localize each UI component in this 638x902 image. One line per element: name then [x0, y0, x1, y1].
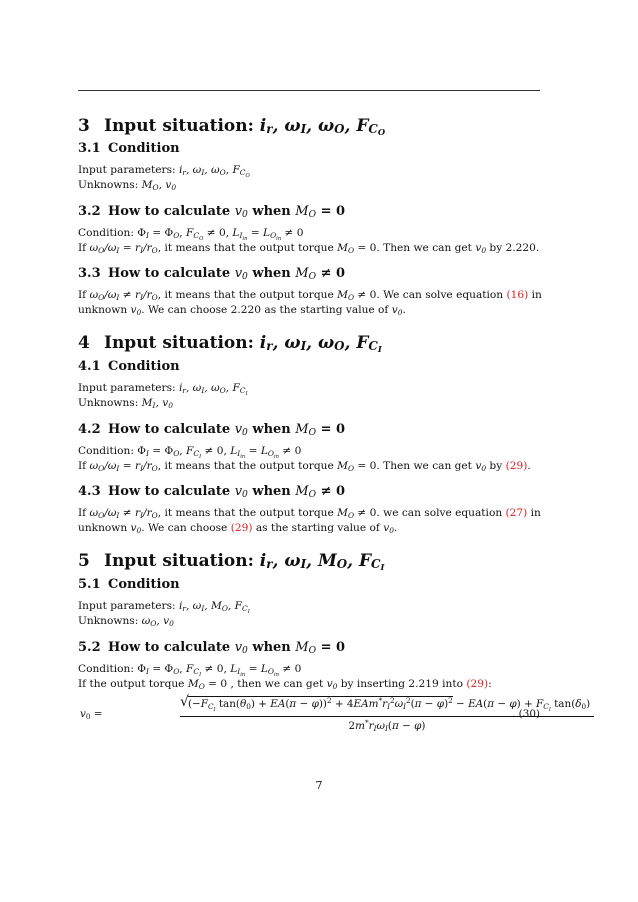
- section-number: 3: [78, 116, 90, 136]
- eq16-link[interactable]: (16): [506, 289, 529, 301]
- paragraph-4-3: If $\omega_O/\omega_I \ne r_I/r_O$, it means that the output torque $M_O \ne 0$. we can solve equation (27) in unknown $v_0$. We can choose (29) as the starting value of $v_0$.: [78, 507, 541, 535]
- eq29-link[interactable]: (29): [230, 522, 253, 534]
- subsection-4-1-heading: 4.1 Condition: [78, 359, 180, 374]
- equation-numerator: √ ($-F_{C_I}$ $\tan(\theta_0) + EA(\pi - \varphi))^2 + 4EAm^*r_I^2\omega_I^2(\pi - \varphi)^2 - EA(\pi - \varphi) + F_{C_I}$ $\tan(\delta_0)$: [180, 694, 591, 713]
- page-number: 7: [315, 779, 323, 792]
- section-5-heading: 5 Input situation: $i_r$, $\omega_I$, $M_O$, $F_{C_I}$: [78, 551, 385, 572]
- paragraph-3-3: If $\omega_O/\omega_I \ne r_I/r_O$, it means that the output torque $M_O \ne 0$. We can solve equation (16) in unknown $v_0$. We can choose 2.220 as the starting value of $v_0$.: [78, 289, 542, 317]
- subsection-3-1-heading: [78, 141, 180, 156]
- paragraph-5-2: Condition: $\Phi_I = \Phi_O$, $F_{C_I} \ne 0$, $L_{I_{in}} = L_{O_{in}} \ne 0$ If the output torque $M_O = 0$ , then we can get $v_0$ by inserting 2.219 into (29):: [78, 663, 492, 691]
- paragraph-4-1: Input parameters: $i_r$, $\omega_I$, $\omega_O$, $F_{C_I}$ Unknowns: $M_I$, $v_0$: [78, 382, 248, 410]
- equation-lhs: $v_0$ =: [80, 708, 103, 721]
- section-3-heading: 3 Input situation: $i_r$, $\omega_I$, $\omega_O$, $F_{C_O}$: [78, 116, 386, 137]
- equation-denominator: $2m^*r_I\omega_I(\pi - \varphi)$: [348, 718, 426, 733]
- section-title: Input situation:: [104, 116, 254, 136]
- subsection-4-2-heading: 4.2 How to calculate $v_0$ when $M_O = 0$: [78, 422, 346, 438]
- subsection-5-2-heading: 5.2 How to calculate $v_0$ when $M_O = 0$: [78, 640, 346, 656]
- eq29-link[interactable]: (29): [505, 460, 528, 472]
- paragraph-3-2: Condition: $\Phi_I = \Phi_O$, $F_{C_O} \ne 0$, $L_{I_{in}} = L_{O_{in}} \ne 0$ If $\omega_O/\omega_I = r_I/r_O$, it means that the output torque $M_O = 0$. Then we can get $v_0$ by 2.220.: [78, 227, 540, 255]
- header-rule: [78, 90, 540, 91]
- subsection-number: 3.1: [78, 141, 101, 156]
- subsection-3-3-heading: 3.3 How to calculate $v_0$ when $M_O \ne 0$: [78, 266, 346, 282]
- paragraph-3-1: Input parameters: $i_r$, $\omega_I$, $\omega_O$, $F_{C_O}$ Unknowns: $M_O$, $v_0$: [78, 164, 250, 192]
- eq29-link[interactable]: (29): [466, 678, 489, 690]
- equation-30: [78, 694, 591, 736]
- subsection-3-2-heading: 3.2 How to calculate $v_0$ when $M_O = 0$: [78, 204, 346, 220]
- equation-number: . (30): [512, 708, 540, 720]
- paragraph-4-2: Condition: $\Phi_I = \Phi_O$, $F_{C_I} \ne 0$, $L_{I_{in}} = L_{O_{in}} \ne 0$ If $\omega_O/\omega_I = r_I/r_O$, it means that the output torque $M_O = 0$. Then we can get $v_0$ by (29).: [78, 445, 531, 473]
- subsection-5-1-heading: 5.1 Condition: [78, 577, 180, 592]
- paragraph-5-1: Input parameters: $i_r$, $\omega_I$, $M_O$, $F_{C_I}$ Unknowns: $\omega_O$, $v_0$: [78, 600, 250, 628]
- eq27-link[interactable]: (27): [505, 507, 528, 519]
- subsection-4-3-heading: 4.3 How to calculate $v_0$ when $M_O \ne 0$: [78, 484, 346, 500]
- subsection-title: Condition: [108, 141, 180, 156]
- section-4-heading: 4 Input situation: $i_r$, $\omega_I$, $\omega_O$, $F_{C_I}$: [78, 333, 382, 354]
